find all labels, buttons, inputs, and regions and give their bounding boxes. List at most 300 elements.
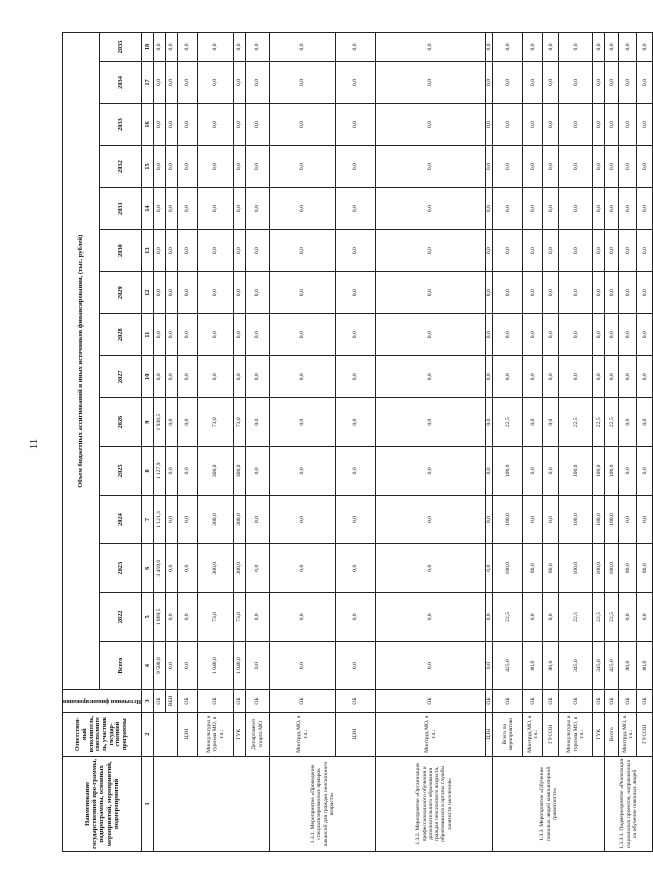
table-row [198,33,234,852]
value-cell: 0,0 [486,188,493,230]
value-cell: 0,0 [198,188,234,230]
value-cell: 0,0 [178,356,198,398]
value-cell: 0,0 [559,103,593,145]
executor-cell: Минтруд МО, в т.ч.: [523,712,543,756]
value-cell: 0,0 [154,61,166,103]
column-number: 6 [142,544,154,593]
value-cell: 100,0 [559,447,593,496]
source-cell: ОБ [246,690,270,712]
header-source-text: Источники финансирования [63,698,141,705]
value-cell: 73,0 [198,398,234,447]
header-year: 2033 [100,103,142,145]
program-name-cell: 1.3.1. Мероприятие «Проведение специализированных ярмарок вакансий для граждан пенсионного возраста» [270,756,376,851]
table-row [593,33,605,852]
table-row [234,33,246,852]
source-cell: ОБ [178,690,198,712]
value-cell: 0,0 [234,230,246,272]
executor-cell: Департамент спорта МО [246,712,270,756]
value-cell: 100,0 [593,447,605,496]
value-cell: 0,0 [543,447,559,496]
column-number: 5 [142,593,154,642]
value-cell: 0,0 [336,103,376,145]
header-year: 2029 [100,272,142,314]
value-cell: 0,0 [198,230,234,272]
column-number: 12 [142,272,154,314]
value-cell: 80,0 [637,641,653,690]
value-cell: 0,0 [593,146,605,188]
value-cell: 0,0 [523,272,543,314]
value-cell: 0,0 [523,447,543,496]
value-cell: 100,0 [493,495,523,544]
value-cell: 0,0 [234,314,246,356]
source-cell: ОБ [523,690,543,712]
value-cell: 0,0 [270,398,336,447]
column-number: 14 [142,188,154,230]
value-cell: 0,0 [559,356,593,398]
value-cell: 0,0 [154,272,166,314]
value-cell: 0,0 [270,356,336,398]
value-cell: 0,0 [270,146,336,188]
value-cell: 0,0 [178,495,198,544]
value-cell: 100,0 [559,544,593,593]
value-cell: 0,0 [336,495,376,544]
value-cell: 0,0 [486,356,493,398]
value-cell: 0,0 [619,230,637,272]
value-cell: 0,0 [376,146,486,188]
value-cell: 22,5 [493,593,523,642]
value-cell: 0,0 [543,188,559,230]
value-cell: 0,0 [486,146,493,188]
table-row [619,33,637,852]
table-row [605,33,619,852]
source-cell: ОБ [376,690,486,712]
value-cell: 0,0 [493,33,523,62]
value-cell: 0,0 [270,61,336,103]
value-cell: 0,0 [486,398,493,447]
value-cell: 0,0 [619,103,637,145]
column-number: 9 [142,398,154,447]
table-row [270,33,336,852]
column-number: 3 [142,690,154,712]
value-cell: 0,0 [543,398,559,447]
value-cell: 0,0 [178,314,198,356]
value-cell: 0,0 [154,146,166,188]
value-cell: 0,0 [246,314,270,356]
value-cell: 22,5 [605,593,619,642]
value-cell: 0,0 [493,314,523,356]
value-cell: 0,0 [270,314,336,356]
value-cell: 0,0 [486,447,493,496]
value-cell: 0,0 [178,146,198,188]
value-cell: 0,0 [486,61,493,103]
value-cell: 0,0 [605,61,619,103]
value-cell: 0,0 [178,188,198,230]
value-cell: 0,0 [619,61,637,103]
value-cell: 73,0 [198,593,234,642]
value-cell: 425,0 [605,641,619,690]
value-cell: 0,0 [234,33,246,62]
value-cell: 0,0 [270,272,336,314]
value-cell: 0,0 [198,272,234,314]
value-cell: 22,5 [559,398,593,447]
value-cell: 0,0 [246,641,270,690]
value-cell: 0,0 [637,272,653,314]
value-cell: 0,0 [178,103,198,145]
value-cell: 0,0 [336,230,376,272]
source-cell: ОБ [270,690,336,712]
value-cell: 0,0 [166,593,178,642]
header-year: 2025 [100,447,142,496]
value-cell: 0,0 [270,495,336,544]
value-cell: 0,0 [523,103,543,145]
value-cell: 0,0 [178,641,198,690]
value-cell: 0,0 [605,356,619,398]
value-cell: 300,0 [234,447,246,496]
value-cell: 100,0 [593,544,605,593]
value-cell: 0,0 [270,188,336,230]
value-cell: 0,0 [523,593,543,642]
value-cell: 0,0 [619,188,637,230]
program-name-cell [154,756,270,851]
executor-cell: Минтруд МО, в т.ч.: [270,712,336,756]
value-cell: 0,0 [376,188,486,230]
table-row [154,33,166,852]
value-cell: 0,0 [198,103,234,145]
value-cell: 0,0 [336,314,376,356]
column-number: 18 [142,33,154,62]
value-cell: 0,0 [486,314,493,356]
value-cell: 0,0 [376,641,486,690]
source-cell: ВБИ [166,690,178,712]
header-year: 2034 [100,61,142,103]
value-cell: 0,0 [336,544,376,593]
column-number: 10 [142,356,154,398]
value-cell: 0,0 [336,33,376,62]
value-cell: 0,0 [637,398,653,447]
value-cell: 0,0 [246,188,270,230]
value-cell: 0,0 [605,33,619,62]
value-cell: 300,0 [234,544,246,593]
value-cell: 0,0 [270,33,336,62]
value-cell: 0,0 [270,230,336,272]
value-cell: 0,0 [154,314,166,356]
value-cell: 100,0 [559,495,593,544]
column-index-row [142,33,154,852]
value-cell: 0,0 [246,356,270,398]
value-cell: 0,0 [166,33,178,62]
column-number: 4 [142,641,154,690]
value-cell: 0,0 [637,33,653,62]
value-cell: 0,0 [376,398,486,447]
rotated-table-wrapper [62,32,648,852]
value-cell: 0,0 [166,641,178,690]
value-cell: 0,0 [166,398,178,447]
value-cell: 22,5 [593,593,605,642]
column-number: 16 [142,103,154,145]
value-cell: 73,0 [234,593,246,642]
value-cell: 0,0 [270,593,336,642]
value-cell: 300,0 [234,495,246,544]
executor-cell: ГУК [234,712,246,756]
value-cell: 1 127,9 [154,447,166,496]
value-cell: 0,0 [593,356,605,398]
page-number: 11 [28,438,40,450]
value-cell: 0,0 [166,314,178,356]
value-cell: 0,0 [543,272,559,314]
value-cell: 0,0 [605,272,619,314]
value-cell: 73,0 [234,398,246,447]
value-cell: 0,0 [376,33,486,62]
value-cell: 0,0 [234,356,246,398]
header-year: 2028 [100,314,142,356]
value-cell: 0,0 [376,495,486,544]
value-cell: 22,5 [605,398,619,447]
value-cell: 0,0 [486,272,493,314]
value-cell: 0,0 [234,61,246,103]
value-cell: 0,0 [593,230,605,272]
value-cell: 80,0 [523,544,543,593]
value-cell: 0,0 [166,272,178,314]
value-cell: 0,0 [493,188,523,230]
value-cell: 300,0 [198,495,234,544]
value-cell: 0,0 [154,103,166,145]
value-cell: 0,0 [619,272,637,314]
value-cell: 0,0 [376,61,486,103]
value-cell: 0,0 [523,33,543,62]
value-cell: 0,0 [637,314,653,356]
value-cell: 0,0 [198,61,234,103]
source-cell: ОБ [493,690,523,712]
value-cell: 0,0 [593,61,605,103]
value-cell: 0,0 [178,593,198,642]
value-cell: 80,0 [543,641,559,690]
value-cell: 0,0 [166,544,178,593]
value-cell: 0,0 [234,103,246,145]
value-cell: 0,0 [543,314,559,356]
value-cell: 0,0 [493,103,523,145]
value-cell: 0,0 [178,61,198,103]
value-cell: 1 046,0 [198,641,234,690]
value-cell: 0,0 [637,447,653,496]
value-cell: 0,0 [493,272,523,314]
value-cell: 0,0 [376,447,486,496]
table-row [486,33,493,852]
value-cell: 0,0 [593,33,605,62]
value-cell: 0,0 [178,33,198,62]
header-year: 2030 [100,230,142,272]
executor-cell: ЦЗН [336,712,376,756]
value-cell: 0,0 [336,188,376,230]
value-cell: 0,0 [559,272,593,314]
value-cell: 0,0 [543,230,559,272]
value-cell: 0,0 [336,146,376,188]
value-cell: 0,0 [178,398,198,447]
value-cell: 0,0 [619,314,637,356]
value-cell: 0,0 [178,272,198,314]
value-cell: 0,0 [166,495,178,544]
value-cell: 0,0 [234,146,246,188]
value-cell: 0,0 [270,544,336,593]
value-cell: 0,0 [523,230,543,272]
header-year: 2024 [100,495,142,544]
value-cell: 3 459,6 [154,544,166,593]
value-cell: 1 869,5 [154,593,166,642]
value-cell: 0,0 [486,495,493,544]
value-cell: 22,5 [559,593,593,642]
value-cell: 0,0 [543,593,559,642]
value-cell: 0,0 [246,230,270,272]
header-year: 2032 [100,146,142,188]
value-cell: 0,0 [619,495,637,544]
value-cell: 0,0 [198,146,234,188]
value-cell: 0,0 [559,230,593,272]
executor-cell: ГУСОН [543,712,559,756]
value-cell: 0,0 [523,495,543,544]
value-cell: 0,0 [246,544,270,593]
value-cell: 425,0 [493,641,523,690]
value-cell: 0,0 [376,356,486,398]
value-cell: 0,0 [246,61,270,103]
value-cell: 0,0 [246,447,270,496]
value-cell: 0,0 [246,146,270,188]
header-source [63,690,142,712]
source-cell: ОБ [486,690,493,712]
value-cell: 0,0 [486,544,493,593]
value-cell: 0,0 [605,146,619,188]
value-cell: 0,0 [336,593,376,642]
table-row [178,33,198,852]
value-cell: 0,0 [246,103,270,145]
source-cell: ОБ [637,690,653,712]
value-cell: 0,0 [376,103,486,145]
header-year: 2031 [100,188,142,230]
value-cell: 0,0 [493,356,523,398]
value-cell: 0,0 [523,398,543,447]
value-cell: 0,0 [619,447,637,496]
header-year: 2035 [100,33,142,62]
header-year: 2026 [100,398,142,447]
value-cell: 0,0 [154,188,166,230]
value-cell: 0,0 [543,495,559,544]
value-cell: 0,0 [336,641,376,690]
value-cell: 1 930,5 [154,398,166,447]
value-cell: 0,0 [543,33,559,62]
value-cell: 22,5 [593,398,605,447]
value-cell: 0,0 [543,146,559,188]
value-cell: 0,0 [336,398,376,447]
value-cell: 0,0 [166,230,178,272]
value-cell: 0,0 [619,146,637,188]
table-row [637,33,653,852]
value-cell: 0,0 [605,314,619,356]
value-cell: 0,0 [198,356,234,398]
column-number: 8 [142,447,154,496]
column-number: 15 [142,146,154,188]
value-cell: 0,0 [376,230,486,272]
value-cell: 0,0 [154,33,166,62]
value-cell: 0,0 [270,447,336,496]
source-cell: ОБ [605,690,619,712]
value-cell: 0,0 [637,495,653,544]
value-cell: 0,0 [376,593,486,642]
executor-cell: Минкультуры и туризма МО, в т.ч.: [198,712,234,756]
header-name: Наименование государственной про-граммы, подпрограммы, основных мероприятий, мероприятий, подмероприятий [63,756,142,851]
value-cell: 0,0 [166,103,178,145]
value-cell: 0,0 [234,188,246,230]
column-number: 17 [142,61,154,103]
value-cell: 1 046,0 [234,641,246,690]
value-cell: 0,0 [486,593,493,642]
executor-cell: ГУК [593,712,605,756]
value-cell: 0,0 [166,356,178,398]
value-cell: 0,0 [486,641,493,690]
value-cell: 0,0 [336,61,376,103]
executor-cell: Всего [605,712,619,756]
value-cell: 0,0 [154,230,166,272]
value-cell: 0,0 [376,272,486,314]
value-cell: 80,0 [619,544,637,593]
value-cell: 0,0 [336,447,376,496]
value-cell: 80,0 [543,544,559,593]
executor-cell: ЦЗН [486,712,493,756]
value-cell: 0,0 [523,188,543,230]
value-cell: 0,0 [637,230,653,272]
value-cell: 0,0 [523,61,543,103]
value-cell: 0,0 [178,544,198,593]
column-number: 7 [142,495,154,544]
value-cell: 0,0 [166,61,178,103]
value-cell: 100,0 [605,495,619,544]
value-cell: 345,0 [593,641,605,690]
value-cell: 0,0 [246,593,270,642]
value-cell: 0,0 [637,61,653,103]
executor-cell: ЦЗН [178,712,198,756]
executor-cell [154,712,178,756]
value-cell: 0,0 [619,593,637,642]
header-executor: Ответствен-ный исполнитель, соисполните ль, участник государ-ственной программы [63,712,142,756]
value-cell: 0,0 [559,146,593,188]
value-cell: 0,0 [605,230,619,272]
value-cell: 0,0 [559,188,593,230]
value-cell: 0,0 [523,356,543,398]
value-cell: 0,0 [270,641,336,690]
executor-cell: Всего по мероприятию [493,712,523,756]
source-cell: ОБ [559,690,593,712]
column-number: 13 [142,230,154,272]
value-cell: 0,0 [559,61,593,103]
value-cell: 300,0 [198,447,234,496]
value-cell: 0,0 [493,230,523,272]
value-cell: 0,0 [336,356,376,398]
value-cell: 0,0 [559,314,593,356]
table-row [246,33,270,852]
value-cell: 0,0 [486,33,493,62]
source-cell: ОБ [198,690,234,712]
value-cell: 0,0 [637,146,653,188]
source-cell: ОБ [619,690,637,712]
value-cell: 0,0 [270,103,336,145]
value-cell: 0,0 [178,230,198,272]
value-cell: 0,0 [559,33,593,62]
program-name-cell: 1.3.3. Мероприятие «Обучение пожилых людей компьютерной грамотности» [493,756,605,851]
value-cell: 180,0 [493,544,523,593]
value-cell: 0,0 [486,103,493,145]
value-cell: 0,0 [593,272,605,314]
source-cell: ОБ [154,690,166,712]
value-cell: 0,0 [166,146,178,188]
value-cell: 9 508,8 [154,641,166,690]
value-cell: 0,0 [523,146,543,188]
